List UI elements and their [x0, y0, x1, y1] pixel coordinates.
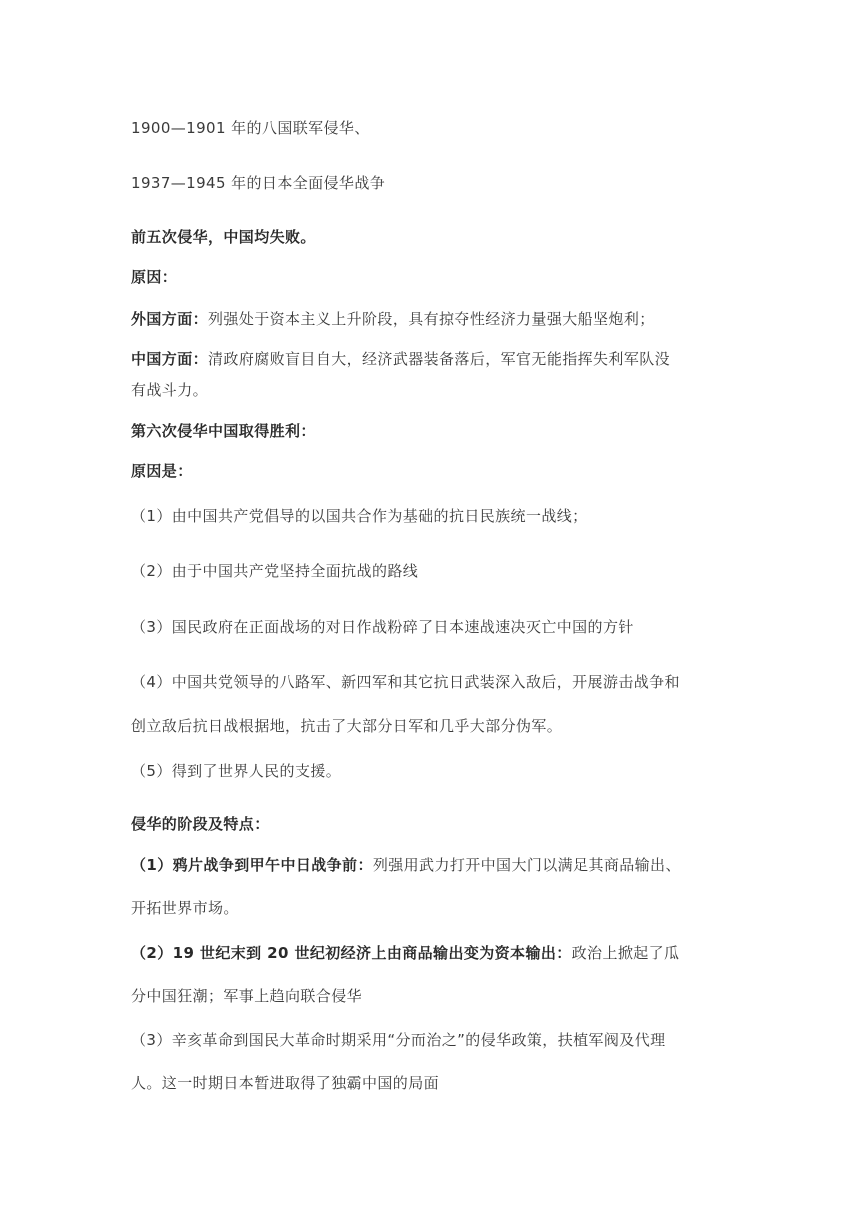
line-label: （1）鸦片战争到甲午中日战争前： [131, 856, 373, 874]
list-item: （5）得到了世界人民的支援。 [131, 762, 342, 780]
list-item [131, 943, 679, 963]
text-line: 有战斗力。 [131, 381, 209, 399]
list-item: （1）由中国共产党倡导的以国共合作为基础的抗日民族统一战线； [131, 507, 588, 525]
list-item-continuation: 开拓世界市场。 [131, 899, 239, 917]
section-heading: 前五次侵华，中国均失败。 [131, 228, 316, 246]
list-item: （4）中国共党领导的八路军、新四军和其它抗日武装深入敌后，开展游击战争和 [131, 673, 680, 691]
text-line [131, 309, 655, 329]
section-heading: 原因： [131, 268, 178, 286]
list-item: （2）由于中国共产党坚持全面抗战的路线 [131, 562, 419, 580]
list-item-continuation: 创立敌后抗日战根据地，抗击了大部分日军和几乎大部分伪军。 [131, 717, 563, 735]
list-item: （3）国民政府在正面战场的对日作战粉碎了日本速战速决灭亡中国的方针 [131, 618, 634, 636]
section-heading: 原因是： [131, 462, 193, 480]
line-body: 政治上掀起了瓜 [571, 944, 680, 962]
text-line: 1900—1901 年的八国联军侵华、 [131, 119, 370, 137]
text-line: 1937—1945 年的日本全面侵华战争 [131, 174, 386, 192]
list-item [131, 855, 681, 875]
line-label: （2）19 世纪末到 20 世纪初经济上由商品输出变为资本输出： [131, 944, 572, 962]
list-item: （3）辛亥革命到国民大革命时期采用“分而治之”的侵华政策，扶植军阀及代理 [131, 1031, 666, 1049]
line-body: 清政府腐败盲目自大，经济武器装备落后，军官无能指挥失利军队没 [208, 350, 671, 368]
section-heading: 侵华的阶段及特点： [131, 815, 270, 833]
line-body: 列强处于资本主义上升阶段，具有掠夺性经济力量强大船坚炮利； [208, 310, 655, 328]
section-heading: 第六次侵华中国取得胜利： [131, 422, 316, 440]
list-item-continuation: 人。这一时期日本暂进取得了独霸中国的局面 [131, 1074, 440, 1092]
line-label: 外国方面： [131, 310, 209, 328]
line-body: 列强用武力打开中国大门以满足其商品输出、 [372, 856, 681, 874]
line-label: 中国方面： [131, 350, 209, 368]
list-item-continuation: 分中国狂潮；军事上趋向联合侵华 [131, 987, 363, 1005]
text-line [131, 349, 670, 369]
